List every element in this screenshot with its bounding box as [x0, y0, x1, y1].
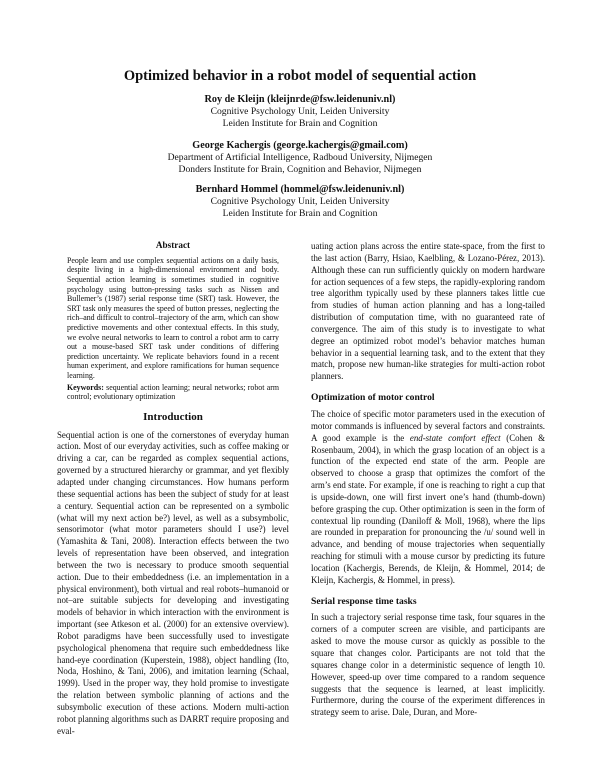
- left-column: [57, 240, 289, 738]
- author-block-3: [0, 184, 600, 220]
- srt-text: In such a trajectory serial response time task, four squares in the corners of a computer screen are visible, and participants are asked to move the mouse cursor as quickly as possible to the square that changes color. Participants are not told that the squares change color in a deterministic sequence of length 10. However, speed-up over time compared to a random sequence suggests that the sequence is learned, at least implicitly. Furthermore, during the course of the experiment differences in strategy seem to arise. Dale, Duran, and More-: [311, 612, 545, 718]
- abstract-text: People learn and use complex sequential actions on a daily basis, despite living in a high-dimensional environment and body. Sequential action learning is sometimes studied in cognitive psychology using button-pressing tasks such as Nissen and Bullemer’s (1987) serial response time (SRT) task. However, the SRT task only measures the speed of button presses, neglecting the rich–and difficult to control–trajectory of the arm, which can show predictive movements and other contextual effects. In this study, we evolve neural networks to learn to control a robot arm to carry out a mouse-based SRT task under conditions of differing prediction uncertainty. We replicate behaviors found in a recent human experiment, and explore ramifications for human sequence learning.: [67, 255, 279, 380]
- author-affiliation: Department of Artificial Intelligence, Radboud University, Nijmegen: [167, 152, 433, 163]
- author-affiliation: Cognitive Psychology Unit, Leiden University: [210, 196, 390, 207]
- keywords: [57, 383, 289, 402]
- motor-text-b: (Cohen & Rosenbaum, 2004), in which the grasp location of an object is a function of the expected end state of the arm. People are observed to choose a grasp that optimizes the comfort of the arm’s end state. For example, if one is reaching to right a cup that is upside-down, one will first invert one’s hand (thumb-down) before grasping the cup. Other optimization is seen in the form of contextual lip rounding (Daniloff & Moll, 1968), where the lips are rounded in preparation for pronouncing the /u/ sound well in advance, and bending of mouse trajectories when sequentially reaching for stimuli with a mouse cursor by predicting its future location (Kachergis, Berends, de Kleijn, & Hommel, 2014; de Kleijn, Kachergis, & Hommel, in press).: [311, 432, 545, 585]
- author-block-1: [0, 94, 600, 130]
- keywords-text: sequential action learning; neural networks; robot arm control; evolutionary optimization: [67, 382, 279, 402]
- motor-heading: Optimization of motor control: [311, 392, 435, 404]
- author-affiliation: Cognitive Psychology Unit, Leiden University: [210, 106, 390, 117]
- intro-continued-text: uating action plans across the entire state-space, from the first to the last action (Barry, Hsiao, Kaelbling, & Lozano-Pérez, 2013). Although these can run sufficiently quickly on modern hardware for action sequences of a few steps, the rapidly-exploring random tree algorithm typically used by these planners takes little cue from studies of human action planning and has a long-tailed distribution of computation time, with no guaranteed rate of convergence. The aim of this study is to investigate to what degree an optimized robot model’s behavior matches human behavior in a sequential learning task, and to the extent that they match, propose new human-like strategies for multi-action robot planners.: [311, 241, 545, 382]
- introduction-heading: Introduction: [143, 410, 203, 423]
- paper-title: Optimized behavior in a robot model of sequential action: [123, 68, 477, 84]
- motor-text: [311, 409, 545, 587]
- author-affiliation: Donders Institute for Brain, Cognition and Behavior, Nijmegen: [178, 164, 422, 175]
- srt-heading: Serial response time tasks: [311, 595, 417, 607]
- author-affiliation: Leiden Institute for Brain and Cognition: [222, 208, 378, 219]
- abstract-heading: Abstract: [155, 240, 191, 250]
- motor-italic: end-state comfort effect: [409, 432, 501, 443]
- author-block-2: [0, 140, 600, 176]
- author-name: George Kachergis (george.kachergis@gmail.com): [192, 140, 408, 151]
- introduction-text: Sequential action is one of the cornerstones of everyday human action. Most of our everyday activities, such as coffee making or driving a car, can be regarded as complex sequential actions, governed by a structured hierarchy or grammar, and yet flexibly adapted under changing circumstances. How humans perform these sequential actions has been the subject of study for at least a century. Sequential action can be represented on a symbolic (what will my next action be?) level, as well as a subsymbolic, sensorimotor (what motor parameters should I use?) level (Yamashita & Tani, 2008). Interaction effects between the two levels of representation have been observed, and integration between the two is necessary to produce smooth sequential action. Due to their embeddedness (i.e. an implementation in a physical environment), both virtual and real robots–humanoid or not–are suitable subjects for developing and investigating models of behavior in which interaction with the environment is important (see Atkeson et al. (2000) for an extensive overview). Robot paradigms have been successfully used to investigate psychological phenomena that require such embeddedness like hand-eye coordination (Kuperstein, 1988), object handling (Ito, Noda, Hoshino, & Tani, 2006), and imitation learning (Schaal, 1999). Used in the proper way, they hold promise to investigate the relation between symbolic planning of actions and the subsymbolic execution of these actions. Modern multi-action robot planning algorithms such as DARRT require proposing and eval-: [57, 429, 289, 736]
- right-column: [311, 241, 545, 719]
- author-name: Roy de Kleijn (kleijnrde@fsw.leidenuniv.nl): [204, 94, 396, 105]
- author-name: Bernhard Hommel (hommel@fsw.leidenuniv.nl): [195, 184, 405, 195]
- keywords-label: Keywords:: [67, 382, 104, 392]
- author-affiliation: Leiden Institute for Brain and Cognition: [222, 118, 378, 129]
- motor-text-a: The choice of specific motor parameters used in the execution of motor commands is influenced by several factors and constraints. A good example is the: [311, 408, 545, 443]
